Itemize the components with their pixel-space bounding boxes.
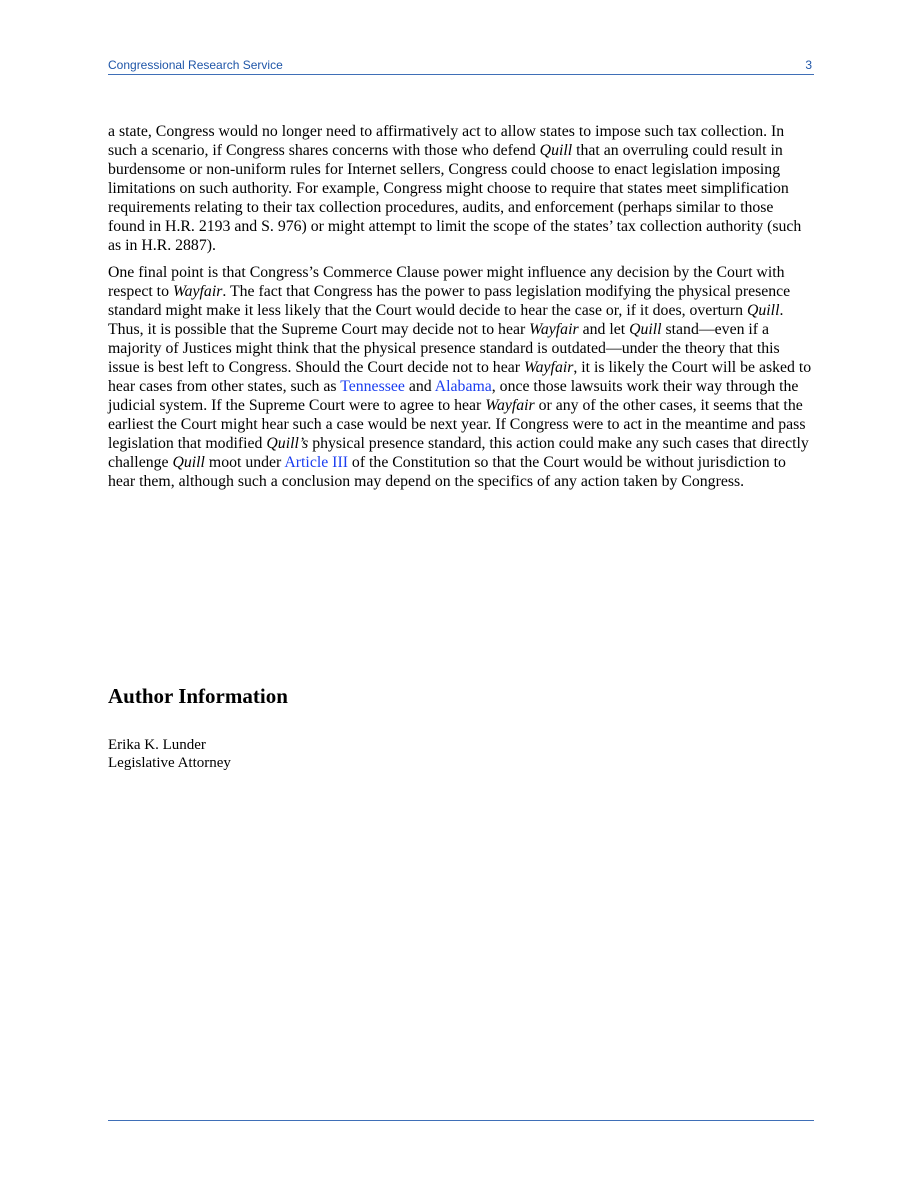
paragraph-2-text: stand—even if a majority of Justices might think that the physical presence standard is outdated—under the theory that this issue is best left to Congress. Should the Court decide not to hear: [108, 321, 780, 376]
tennessee-link[interactable]: Tennessee: [340, 378, 405, 395]
page-number: 3: [805, 58, 812, 72]
author-name: Erika K. Lunder: [108, 737, 206, 753]
case-name-quill: Quill: [629, 321, 662, 338]
paragraph-2-text: moot under: [204, 454, 285, 471]
author-title: Legislative Attorney: [108, 755, 231, 771]
author-block: [108, 736, 231, 772]
paragraph-2-text: and let: [578, 321, 630, 338]
paragraph-2-text: . Thus, it is possible that the Supreme Court may decide not to hear: [108, 302, 784, 338]
case-name-wayfair: Wayfair: [529, 321, 579, 338]
paragraph-2-text: , it is likely the Court will be asked to hear cases from other states, such as: [108, 359, 812, 395]
case-name-wayfair: Wayfair: [172, 283, 223, 300]
body-text: [108, 122, 814, 499]
article-iii-link[interactable]: Article III: [284, 454, 348, 471]
page-header: [108, 57, 814, 75]
paragraph-1: [108, 122, 814, 255]
paragraph-2: [108, 263, 814, 491]
case-name-wayfair: Wayfair: [485, 397, 535, 414]
paragraph-1-text: a state, Congress would no longer need to affirmatively act to allow states to impose such tax collection. In such a scenario, if Congress shares concerns with those who defend: [108, 123, 785, 159]
paragraph-2-text: , once those lawsuits work their way through the judicial system. If the Supreme Court were to agree to hear: [108, 378, 799, 414]
paragraph-2-text: of the Constitution so that the Court would be without jurisdiction to hear them, although such a conclusion may depend on the specifics of any action taken by Congress.: [108, 454, 786, 490]
footer-rule: [108, 1120, 814, 1121]
paragraph-1-text: that an overruling could result in burdensome or non-uniform rules for Internet sellers, Congress could choose to enact legislation imposing limitations on such authority. For example, Congress might choose to require that states meet simplification requirements relating to their tax collection procedures, audits, and enforcement (perhaps similar to those found in H.R. 2193 and S. 976) or might attempt to limit the scope of the states’ tax collection authority (such as in H.R. 2887).: [108, 142, 802, 254]
paragraph-2-text: or any of the other cases, it seems that the earliest the Court might hear such a case would be next year. If Congress were to act in the meantime and pass legislation that modified: [108, 397, 806, 452]
paragraph-2-text: and: [404, 378, 435, 395]
header-title: Congressional Research Service: [108, 58, 283, 72]
case-name-quills: Quill’s: [266, 435, 309, 452]
paragraph-2-text: One final point is that Congress’s Commerce Clause power might influence any decision by the Court with respect to: [108, 264, 785, 300]
case-name-quill: Quill: [539, 142, 573, 159]
case-name-quill: Quill: [172, 454, 205, 471]
case-name-quill: Quill: [746, 302, 780, 319]
paragraph-2-text: physical presence standard, this action could make any such cases that directly challenge: [108, 435, 809, 471]
paragraph-2-text: . The fact that Congress has the power to pass legislation modifying the physical presence standard might make it less likely that the Court would decide to hear the case or, if it does, overturn: [108, 283, 791, 319]
case-name-wayfair: Wayfair: [523, 359, 574, 376]
author-information-heading: Author Information: [108, 684, 288, 708]
alabama-link[interactable]: Alabama: [434, 378, 492, 395]
